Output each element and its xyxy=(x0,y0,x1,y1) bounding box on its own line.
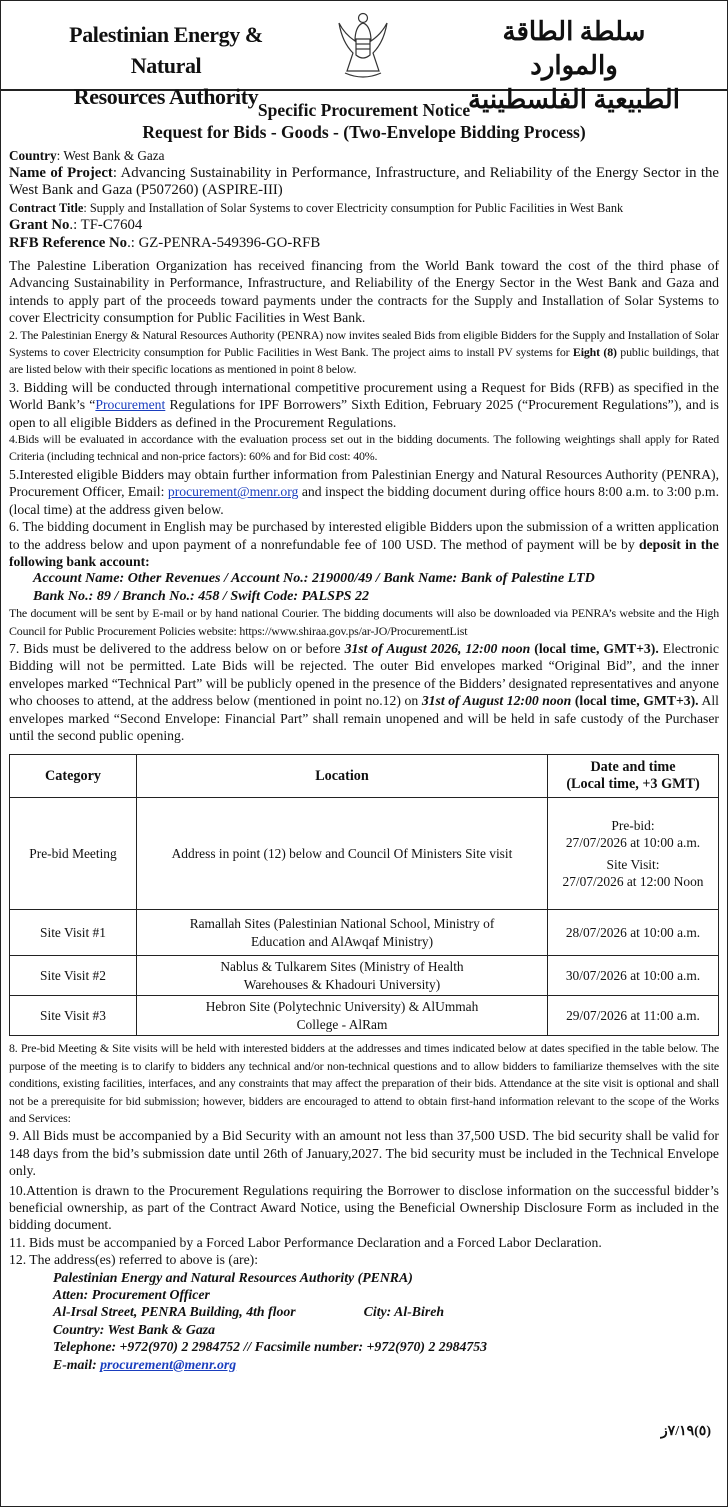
paragraph-6: 6. The bidding document in English may be purchased by interested eligible Bidders upon the submission of a written application to the address below and upon payment of a nonrefundable fee of 100 USD. The method of payment will be by deposit in the following bank account: xyxy=(9,519,719,569)
address-email-link[interactable]: procurement@menr.org xyxy=(100,1356,237,1372)
header-date-time: Date and time (Local time, +3 GMT) xyxy=(548,755,719,798)
bank-account-line1: Account Name: Other Revenues / Account No.: 219000/49 / Bank Name: Bank of Palestine LTD xyxy=(33,570,595,587)
address-attention: Atten: Procurement Officer xyxy=(53,1287,210,1303)
country-row: Country: West Bank & Gaza xyxy=(9,148,165,163)
paragraph-8: 8. Pre-bid Meeting & Site visits will be held with interested bidders at the addresses and times indicated below at dates specified in the table below. The purpose of the meeting is to clarify to bidders any technical and/or non-technical questions and to allow bidders to familiarize themselves with the site conditions, existing facilities, interfaces, and any constraints that may affect the preparation of their bids. Attendance at the site visit is optional and shall not be a prerequisite for bid submission; however, bidders are encouraged to attend to obtain first-hand information relevant to the scope of the Works and Services: xyxy=(9,1041,719,1125)
table-row xyxy=(10,956,719,996)
cell-category: Site Visit #2 xyxy=(10,956,137,996)
cell-location: Address in point (12) below and Council Of Ministers Site visit xyxy=(137,798,548,910)
cell-date: 28/07/2026 at 10:00 a.m. xyxy=(548,910,719,956)
cell-category: Site Visit #3 xyxy=(10,996,137,1036)
header-category: Category xyxy=(10,755,137,798)
address-email-row: E-mail: procurement@menr.org xyxy=(53,1356,237,1372)
contract-title-row: Contract Title: Supply and Installation of Solar Systems to cover Electricity consumption for Public Facilities in West Bank xyxy=(9,200,624,215)
address-org: Palestinian Energy and Natural Resources Authority (PENRA) xyxy=(53,1269,413,1285)
schedule-header-row xyxy=(10,755,719,798)
cell-date: Pre-bid: 27/07/2026 at 10:00 a.m. Site Visit: 27/07/2026 at 12:00 Noon xyxy=(548,798,719,910)
notice-title-line1: Specific Procurement Notice xyxy=(257,100,471,120)
grant-row: Grant No.: TF-C7604 xyxy=(9,217,143,233)
schedule-table xyxy=(9,754,719,1036)
paragraph-12: 12. The address(es) referred to above is (are): xyxy=(9,1252,259,1268)
paragraph-2: 2. The Palestinian Energy & Natural Resources Authority (PENRA) now invites sealed Bids from eligible Bidders for the Supply and Installation of Solar Systems to cover Electricity consumption for Public Facilities in West Bank. The project aims to install PV systems for Eight (8) public buildings, that are listed below with their specific locations as mentioned in point 8 below. xyxy=(9,327,719,377)
table-row xyxy=(10,798,719,910)
bank-account-line2: Bank No.: 89 / Branch No.: 458 / Swift Code: PALSPS 22 xyxy=(33,587,370,604)
paragraph-1: The Palestine Liberation Organization has received financing from the World Bank toward the cost of the third phase of Advancing Sustainability in Performance, Infrastructure, and Reliability of the Energy Sector in the West Bank and Gaza and intends to apply part of the proceeds toward payments under the contracts for the Supply and Installation of Solar Systems to cover Electricity consumption for Public Facilities in West Bank. xyxy=(9,258,719,326)
notice-meta xyxy=(1,147,727,252)
paragraph-6-delivery: The document will be sent by E-mail or by hand national Courier. The bidding documents will also be downloaded via PENRA’s website and the High Council for Public Procurement Policies website: https://www.shiraa.gov.ps/ar-JO/ProcurementList xyxy=(9,606,719,638)
table-row xyxy=(10,996,719,1036)
penra-address-block xyxy=(9,1269,719,1373)
address-country: Country: West Bank & Gaza xyxy=(53,1321,216,1337)
palestinian-eagle-emblem-icon xyxy=(335,9,391,83)
rfb-reference-row: RFB Reference No.: GZ-PENRA-549396-GO-RFB xyxy=(9,234,321,251)
org-name-arabic xyxy=(459,15,689,117)
paragraph-4: 4.Bids will be evaluated in accordance with the evaluation process set out in the bidding documents. The following weightings shall apply for Rated Criteria (including technical and non-price factors): 60% and for Bid cost: 40%. xyxy=(9,432,719,464)
address-street-row: Al-Irsal Street, PENRA Building, 4th floor City: Al-Bireh xyxy=(53,1304,445,1320)
org-name-ar-line1: سلطة الطاقة والموارد xyxy=(502,17,646,80)
paragraph-3: 3. Bidding will be conducted through international competitive procurement using a Request for Bids (RFB) as specified in the World Bank’s “Procurement Regulations for IPF Borrowers” Sixth Edition, February 2025 (“Procurement Regulations”), and is open to all eligible Bidders as defined in the Procurement Regulations. xyxy=(9,379,719,430)
org-name-english xyxy=(37,19,295,112)
paragraph-11: 11. Bids must be accompanied by a Forced Labor Performance Declaration and a Forced Labor Declaration. xyxy=(9,1234,602,1250)
procurement-regulations-link[interactable]: Procurement xyxy=(95,397,166,413)
header-location: Location xyxy=(137,755,548,798)
paragraph-10: 10.Attention is drawn to the Procurement Regulations requiring the Borrower to disclose information on the successful bidder’s beneficial ownership, as part of the Contract Award Notice, using the Beneficial Ownership Disclosure Form as included in the bidding document. xyxy=(9,1182,719,1233)
cell-date: 29/07/2026 at 11:00 a.m. xyxy=(548,996,719,1036)
cell-category: Pre-bid Meeting xyxy=(10,798,137,910)
notice-title-line2: Request for Bids - Goods - (Two-Envelope Bidding Process) xyxy=(142,122,586,142)
table-row xyxy=(10,910,719,956)
org-name-en-line1: Palestinian Energy & Natural xyxy=(69,22,263,78)
org-name-ar-line2: الطبيعية الفلسطينية xyxy=(468,85,680,114)
org-name-en-line2: Resources Authority xyxy=(73,84,259,109)
procurement-email-link[interactable]: procurement@menr.org xyxy=(167,484,299,500)
cell-location: Ramallah Sites (Palestinian National School, Ministry of Education and AlAwqaf Ministry) xyxy=(137,910,548,956)
notice-body xyxy=(1,257,727,1373)
publication-code: (٥)٧/١٩ز xyxy=(660,1424,711,1439)
project-row: Name of Project: Advancing Sustainability in Performance, Infrastructure, and Reliability of the Energy Sector in the West Bank and Gaza (P507260) (ASPIRE-III) xyxy=(9,164,719,198)
paragraph-5: 5.Interested eligible Bidders may obtain further information from Palestinian Energy and Natural Resources Authority (PENRA), Procurement Officer, Email: procurement@menr.org and inspect the bidding document during office hours 8:00 a.m. to 3:00 p.m. (local time) at the address given below. xyxy=(9,466,719,517)
paragraph-7: 7. Bids must be delivered to the address below on or before 31st of August 2026, 12:00 noon (local time, GMT+3). Electronic Bidding will not be permitted. Late Bids will be rejected. The outer Bid envelopes marked “Original Bid”, and the inner envelopes marked “Technical Part” will be publicly opened in the presence of the Bidders’ designated representatives and anyone who chooses to attend, at the address below (mentioned in point no.12) on 31st of August 12:00 noon (local time, GMT+3). All envelopes marked “Second Envelope: Financial Part” shall remain unopened and will be held in safe custody of the Purchaser until the second public opening. xyxy=(9,640,719,743)
cell-location: Nablus & Tulkarem Sites (Ministry of Health Warehouses & Khadouri University) xyxy=(137,956,548,996)
address-phone-fax: Telephone: +972(970) 2 2984752 // Facsimile number: +972(970) 2 2984753 xyxy=(53,1339,488,1355)
cell-date: 30/07/2026 at 10:00 a.m. xyxy=(548,956,719,996)
cell-location: Hebron Site (Polytechnic University) & AlUmmah College - AlRam xyxy=(137,996,548,1036)
paragraph-9: 9. All Bids must be accompanied by a Bid Security with an amount not less than 37,500 USD. The bid security shall be valid for 148 days from the bid’s submission date until 26th of January,2027. The bid security must be included in the Technical Envelope only. xyxy=(9,1128,719,1179)
cell-category: Site Visit #1 xyxy=(10,910,137,956)
